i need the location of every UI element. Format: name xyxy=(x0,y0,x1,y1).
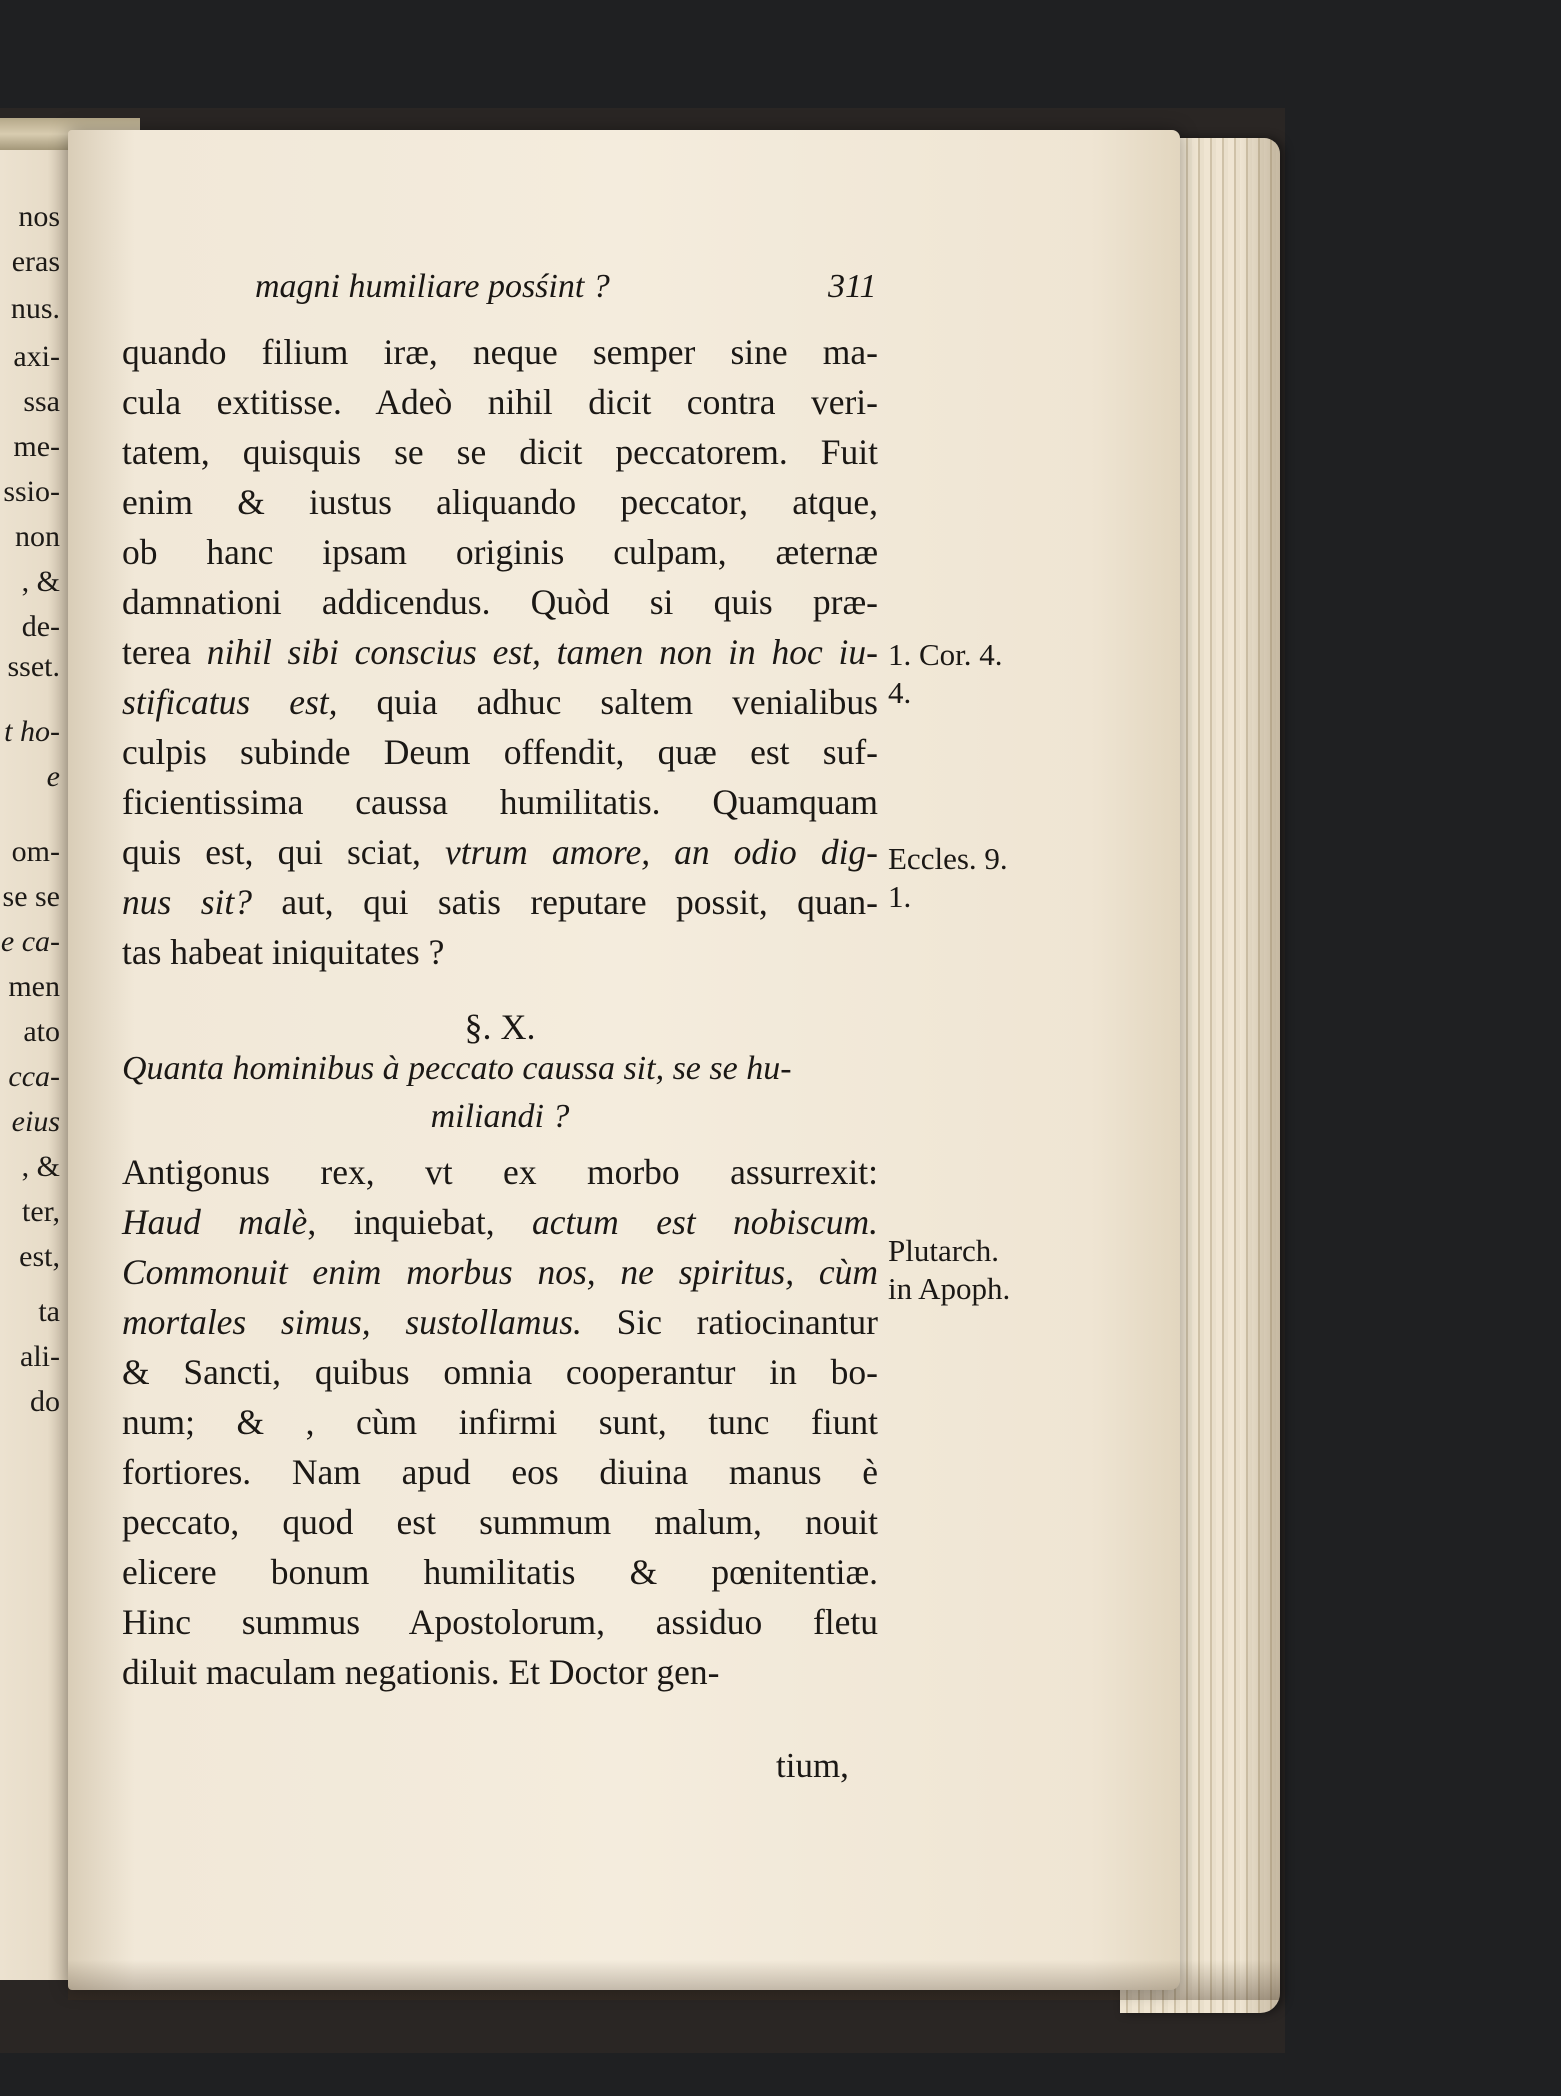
text-line xyxy=(122,580,878,624)
left-page-fragment: , & xyxy=(21,1150,60,1183)
text-line xyxy=(122,1300,878,1344)
text-run: num; & , cùm infirmi sunt, tunc fiunt xyxy=(122,1402,878,1442)
margin-note-eccles xyxy=(888,840,1008,916)
text-run: cula extitisse. Adeò nihil dicit contra veri- xyxy=(122,382,878,422)
text-run: ob hanc ipsam originis culpam, æternæ xyxy=(122,532,878,572)
left-page-fragment: ssa xyxy=(23,385,60,418)
text-run: tas habeat iniquitates ? xyxy=(122,932,445,972)
text-run: quis est, qui sciat, xyxy=(122,832,445,872)
text-line xyxy=(122,1400,878,1444)
left-page-edge xyxy=(0,150,68,1980)
text-line xyxy=(122,630,878,674)
text-run: tatem, quisquis se se dicit peccatorem. Fuit xyxy=(122,432,878,472)
margin-note-line: Eccles. 9. xyxy=(888,841,1008,876)
text-line xyxy=(122,1250,878,1294)
margin-note-line: 4. xyxy=(888,675,912,710)
margin-note-line: 1. xyxy=(888,879,912,914)
italic-text: nus sit? xyxy=(122,882,253,922)
text-line xyxy=(122,1350,878,1394)
text-run: damnationi addicendus. Quòd si quis præ- xyxy=(122,582,878,622)
text-line xyxy=(122,430,878,474)
left-page-fragment: , & xyxy=(21,565,60,598)
left-page-fragment: cca- xyxy=(8,1060,60,1093)
text-line xyxy=(122,880,878,924)
margin-note-line: 1. Cor. 4. xyxy=(888,637,1003,672)
text-line xyxy=(122,1150,878,1194)
text-line xyxy=(122,1550,878,1594)
left-page-fragment: sset. xyxy=(7,650,60,683)
text-line xyxy=(122,1450,878,1494)
text-line xyxy=(122,1500,878,1544)
italic-text: nihil sibi conscius est, tamen non in hoc iu- xyxy=(206,632,878,672)
left-page-fragment: men xyxy=(8,970,60,1003)
left-page-fragment: ter, xyxy=(22,1195,60,1228)
text-line xyxy=(122,1650,878,1694)
text-line xyxy=(122,730,878,774)
text-line xyxy=(122,530,878,574)
margin-note-cor xyxy=(888,636,1003,712)
text-run: elicere bonum humilitatis & pœnitentiæ. xyxy=(122,1552,878,1592)
text-run: fortiores. Nam apud eos diuina manus è xyxy=(122,1452,878,1492)
italic-text: Haud malè xyxy=(122,1202,308,1242)
text-run: quia adhuc saltem venialibus xyxy=(337,682,878,722)
text-run: enim & iustus aliquando peccator, atque, xyxy=(122,482,878,522)
section-number: §. X. xyxy=(464,1007,536,1047)
left-page-fragment: nus. xyxy=(10,292,60,325)
text-run: aut, qui satis reputare possit, quan- xyxy=(252,882,878,922)
left-page-fragment: me- xyxy=(13,430,60,463)
italic-text: vtrum amore, an odio dig- xyxy=(444,832,879,872)
text-run: diluit maculam negationis. Et Doctor gen- xyxy=(122,1652,720,1692)
left-page-fragment: eras xyxy=(11,245,60,278)
left-page-fragment: axi- xyxy=(13,340,60,373)
section-title-line: Quanta hominibus à peccato caussa sit, se se hu- xyxy=(122,1050,792,1087)
left-page-fragment: est, xyxy=(19,1240,60,1273)
left-page-fragment: ali- xyxy=(20,1340,60,1373)
text-line xyxy=(122,380,878,424)
margin-note-line: Plutarch. xyxy=(888,1233,1000,1268)
catchword: tium, xyxy=(776,1746,849,1785)
text-line xyxy=(122,480,878,524)
text-run: ficientissima caussa humilitatis. Quamquam xyxy=(122,782,878,822)
italic-text: mortales simus, sustollamus. xyxy=(122,1302,582,1342)
left-page-fragment: e xyxy=(46,760,60,793)
page-bottom-shadow xyxy=(68,1960,1280,2000)
margin-note-plutarch xyxy=(888,1232,1010,1308)
left-page-fragment: nos xyxy=(18,200,60,233)
text-run: Hinc summus Apostolorum, assiduo fletu xyxy=(122,1602,878,1642)
left-page-fragment: om- xyxy=(11,835,60,868)
text-line xyxy=(122,330,878,374)
italic-text: stificatus est, xyxy=(122,682,338,722)
text-run: peccato, quod est summum malum, nouit xyxy=(122,1502,878,1542)
text-run: Antigonus rex, vt ex morbo assurrexit: xyxy=(122,1152,878,1192)
text-run: culpis subinde Deum offendit, quæ est suf- xyxy=(122,732,878,772)
left-page-fragment: non xyxy=(15,520,60,553)
text-run: quando filium iræ, neque semper sine ma- xyxy=(122,332,878,372)
left-page-fragment: ta xyxy=(38,1295,60,1328)
running-head: magni humiliare posśint ? xyxy=(255,268,610,305)
text-run: terea xyxy=(122,632,207,672)
text-run: , inquiebat, xyxy=(307,1202,533,1242)
left-page-fragment: eius xyxy=(11,1105,60,1138)
text-line xyxy=(122,930,878,974)
text-line xyxy=(122,1600,878,1644)
text-line xyxy=(122,780,878,824)
italic-text: actum est nobiscum. xyxy=(532,1202,878,1242)
text-line xyxy=(122,830,878,874)
left-page-fragment: t ho- xyxy=(4,715,60,748)
text-run: Sic ratiocinantur xyxy=(581,1302,878,1342)
left-page-fragment: do xyxy=(30,1385,60,1418)
text-line xyxy=(122,1200,878,1244)
left-page-fragment: de- xyxy=(21,610,60,643)
margin-note-line: in Apoph. xyxy=(888,1271,1011,1306)
left-page-fragment: e ca- xyxy=(0,925,60,958)
italic-text: Commonuit enim morbus nos, ne spiritus, cùm xyxy=(122,1252,878,1292)
section-title-line: miliandi ? xyxy=(430,1098,570,1135)
text-run: & Sancti, quibus omnia cooperantur in bo- xyxy=(122,1352,878,1392)
left-page-fragment: ato xyxy=(23,1015,60,1048)
left-page-fragment: ssio- xyxy=(3,475,60,508)
page-number: 311 xyxy=(828,268,877,305)
left-page-fragment: se se xyxy=(2,880,60,913)
text-line xyxy=(122,680,878,724)
